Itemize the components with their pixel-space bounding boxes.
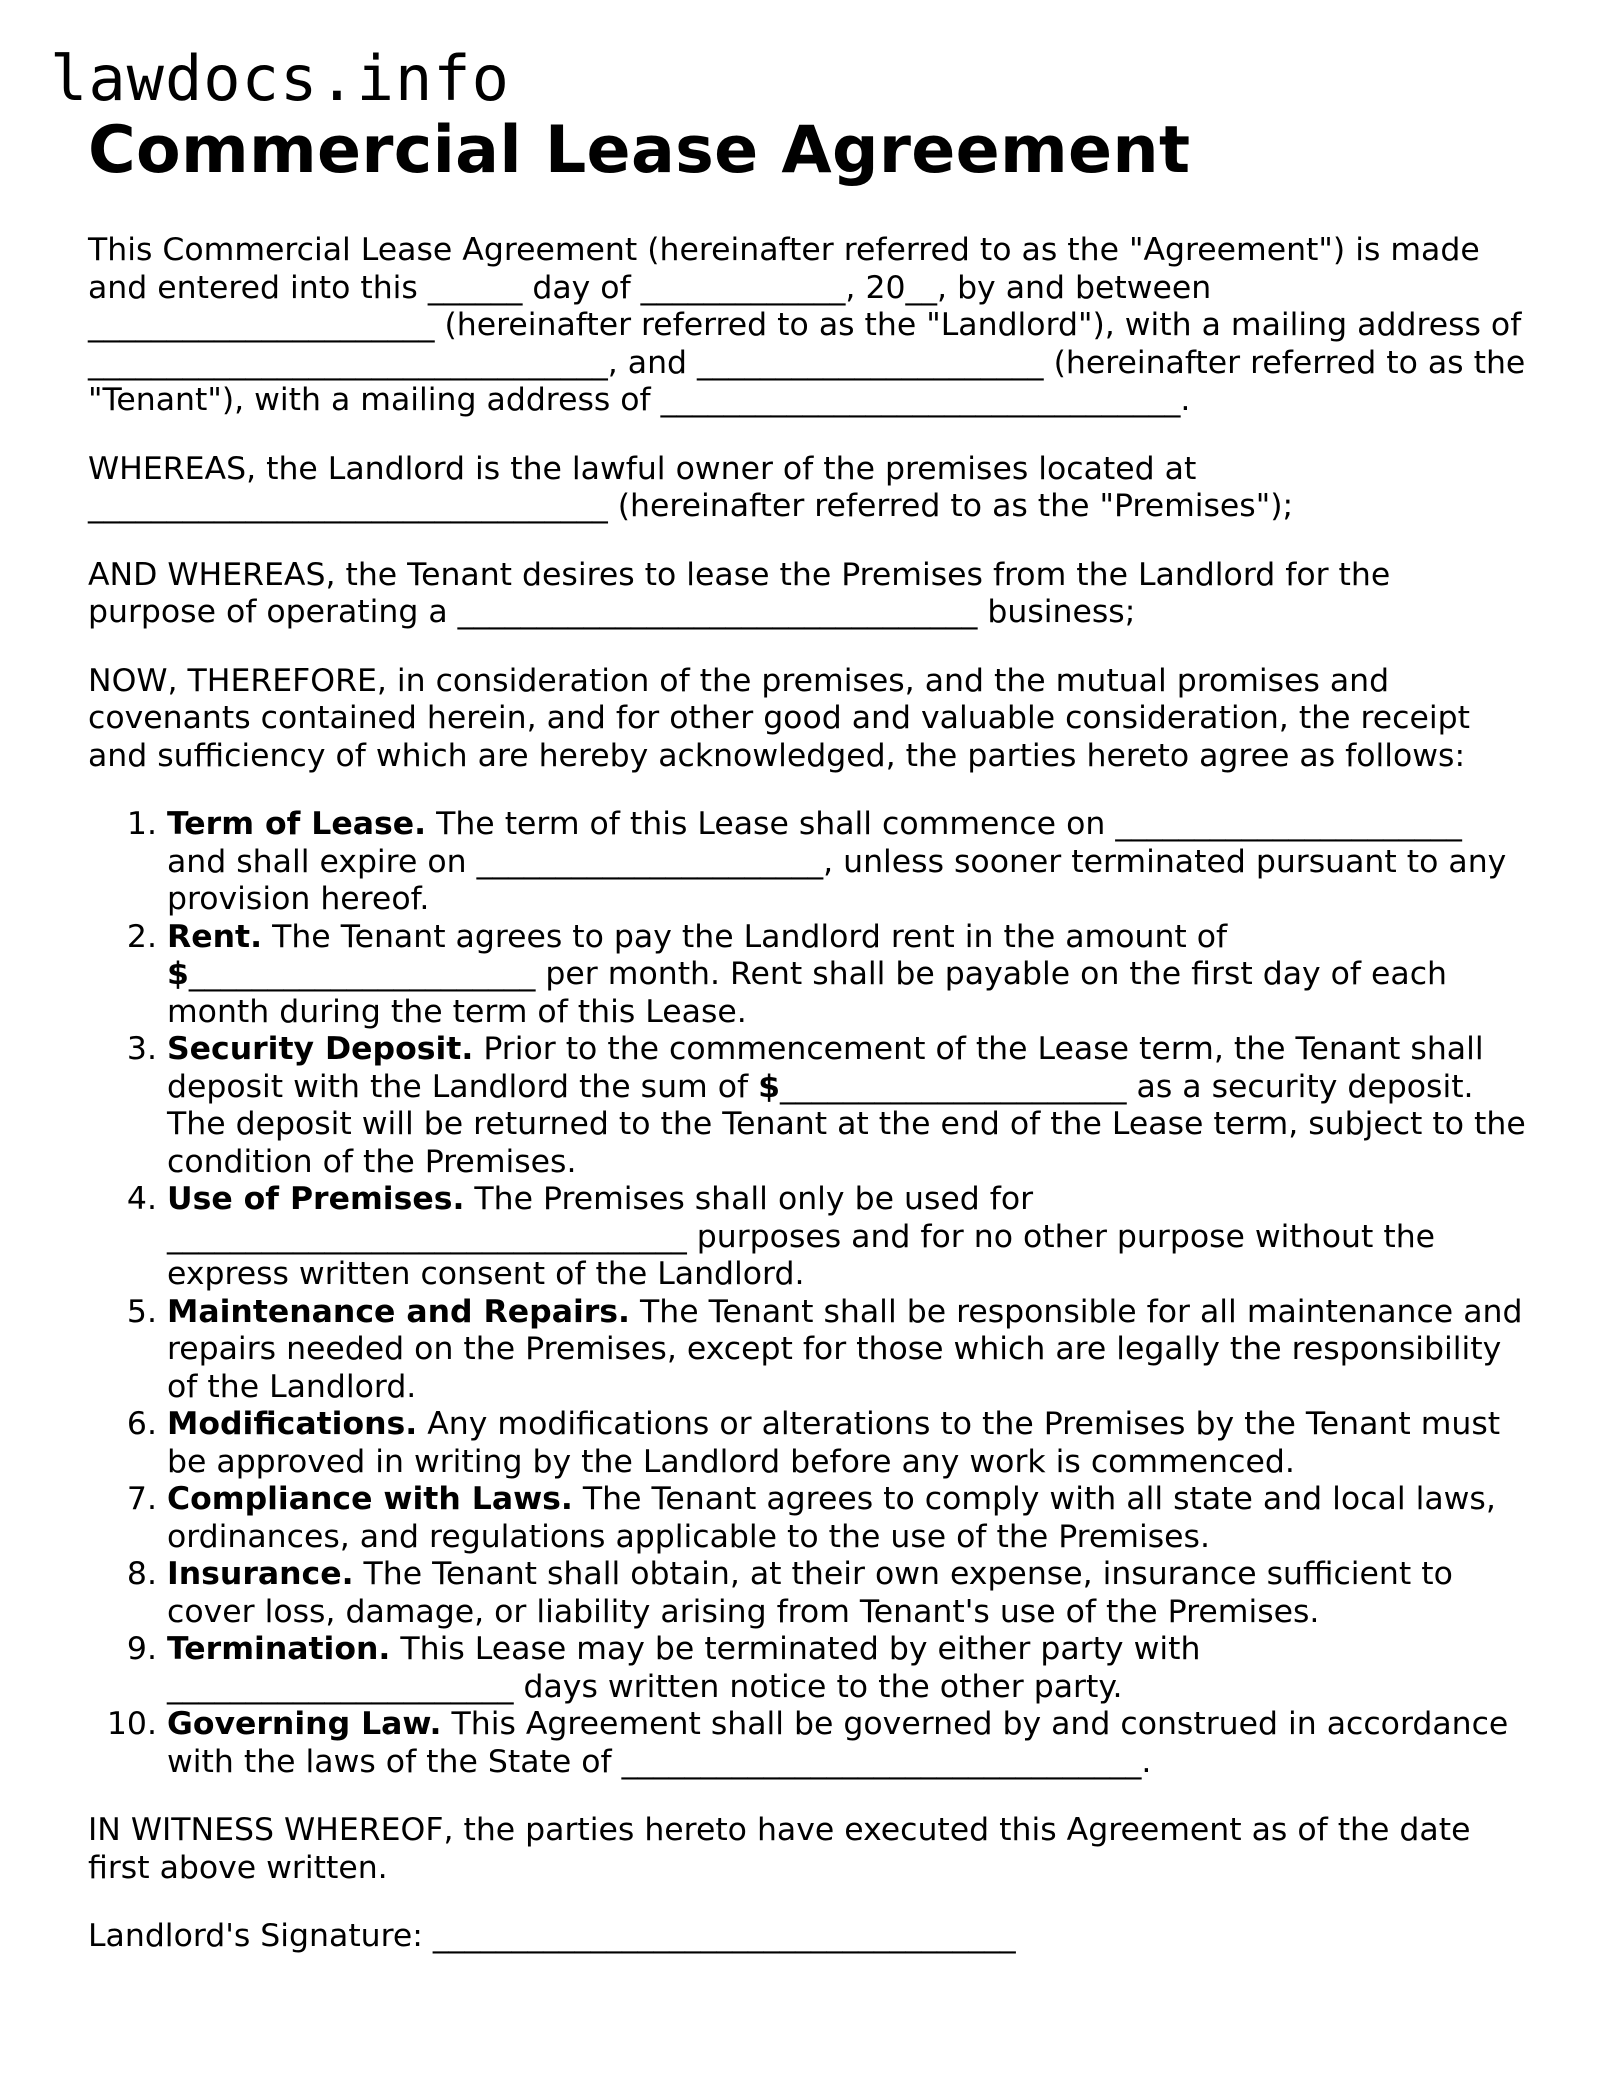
- document-title: Commercial Lease Agreement: [88, 113, 1191, 188]
- clause-heading: Termination.: [167, 1631, 391, 1667]
- clause-rent: [167, 919, 1528, 1032]
- landlord-signature-line: Landlord's Signature: _____________________________________: [88, 1918, 1016, 1954]
- clause-heading: Term of Lease.: [167, 806, 427, 842]
- witness-paragraph: IN WITNESS WHEREOF, the parties hereto have executed this Agreement as of the date first above written.: [88, 1812, 1471, 1886]
- currency-symbol: $: [167, 956, 189, 992]
- currency-symbol: $: [758, 1068, 781, 1105]
- clause-heading: Insurance.: [167, 1556, 354, 1592]
- clause-heading: Rent.: [167, 918, 263, 955]
- clause-heading: Modifications.: [167, 1406, 418, 1442]
- clause-text: The Tenant shall obtain, at their own expense, insurance sufficient to cover loss, damage, or liability arising from Tenant's use of the Premises.: [167, 1556, 1453, 1630]
- site-watermark: lawdocs.info: [50, 42, 510, 115]
- clause-text: ______________________ as a security deposit. The deposit will be returned to the Tenant at the end of the Lease term, subject to the condition of the Premises.: [167, 1068, 1526, 1180]
- clause-modifications: [167, 1406, 1528, 1481]
- clause-heading: Maintenance and Repairs.: [167, 1293, 631, 1330]
- whereas-premises-paragraph: WHEREAS, the Landlord is the lawful owner of the premises located at _________________________________ (hereinafter referred to as the "Premises");: [88, 450, 1294, 524]
- clause-text-lead: The Tenant agrees to pay the Landlord rent in the amount of: [262, 918, 1228, 955]
- clause-text: ______________________ per month. Rent shall be payable on the first day of each month during the term of this Lease.: [167, 956, 1447, 1030]
- clause-heading: Security Deposit.: [167, 1031, 474, 1067]
- clause-heading: Use of Premises.: [167, 1181, 465, 1217]
- clause-insurance: [167, 1556, 1528, 1631]
- clause-compliance-with-laws: [167, 1481, 1528, 1556]
- clause-maintenance-and-repairs: [167, 1294, 1528, 1407]
- clause-text: This Agreement shall be governed by and construed in accordance with the laws of the State of _________________________________.: [167, 1706, 1509, 1780]
- clause-text: This Lease may be terminated by either party with ______________________ days written notice to the other party.: [167, 1631, 1201, 1705]
- clause-heading: Compliance with Laws.: [167, 1481, 573, 1517]
- document-body: [88, 112, 1528, 1987]
- clause-term-of-lease: [167, 806, 1528, 919]
- clause-text: The Tenant agrees to comply with all state and local laws, ordinances, and regulations applicable to the use of the Premises.: [167, 1481, 1496, 1555]
- clause-text: Any modifications or alterations to the Premises by the Tenant must be approved in writing by the Landlord before any work is commenced.: [167, 1406, 1501, 1480]
- clause-termination: [167, 1631, 1528, 1706]
- clause-text: The Premises shall only be used for _________________________________ purposes and for no other purpose without the express written consent of the Landlord.: [167, 1181, 1436, 1292]
- clause-governing-law: [167, 1706, 1528, 1781]
- clause-text-lead: Prior to the commencement of the Lease term, the Tenant shall deposit with the Landlord the sum of: [167, 1031, 1484, 1105]
- clause-use-of-premises: [167, 1181, 1528, 1294]
- whereas-purpose-paragraph: AND WHEREAS, the Tenant desires to lease the Premises from the Landlord for the purpose of operating a _________________________________ business;: [88, 556, 1391, 630]
- clause-text: The Tenant shall be responsible for all maintenance and repairs needed on the Premises, except for those which are legally the responsibility of the Landlord.: [167, 1293, 1523, 1405]
- clause-heading: Governing Law.: [167, 1706, 442, 1742]
- clause-text: The term of this Lease shall commence on ______________________ and shall expire on ______________________, unless sooner terminated pursuant to any provision hereof.: [167, 806, 1507, 917]
- clause-security-deposit: [167, 1031, 1528, 1181]
- intro-paragraph: This Commercial Lease Agreement (hereinafter referred to as the "Agreement") is made and entered into this ______ day of _____________, 20__, by and between ______________________ (hereinafter referred to as the "Landlord"), with a mailing address of _________________________________, and ______________________ (hereinafter referred to as the "Tenant"), with a mailing address of _________________________________.: [88, 232, 1526, 418]
- clause-list: [88, 806, 1528, 1781]
- now-therefore-paragraph: NOW, THEREFORE, in consideration of the premises, and the mutual promises and covenants contained herein, and for other good and valuable consideration, the receipt and sufficiency of which are hereby acknowledged, the parties hereto agree as follows:: [88, 662, 1470, 774]
